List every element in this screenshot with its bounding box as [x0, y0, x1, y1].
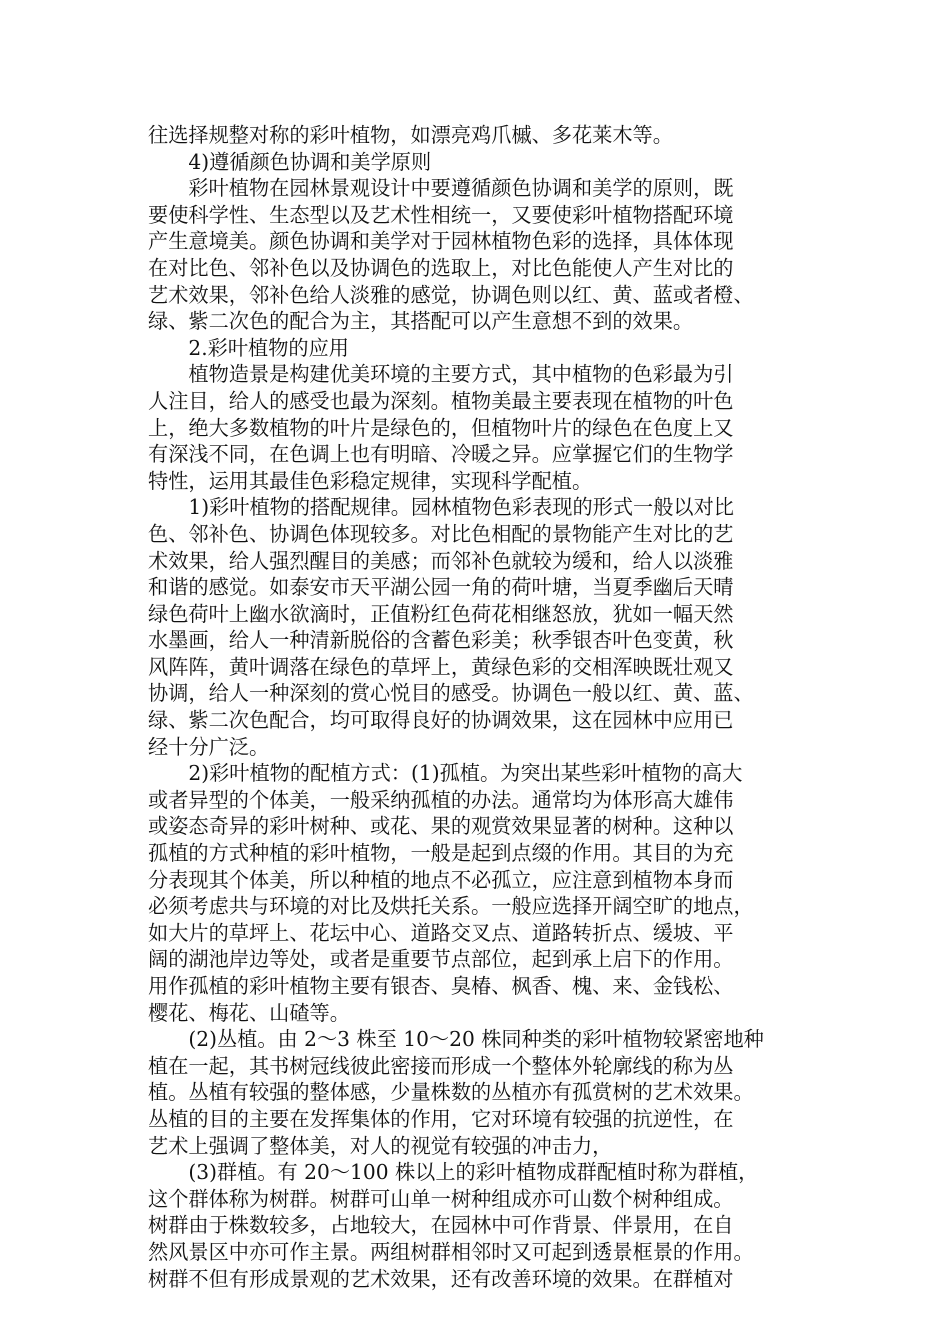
text-line: 往选择规整对称的彩叶植物，如漂亮鸡爪槭、多花莱木等。	[148, 123, 673, 147]
text-line: 水墨画，给人一种清新脱俗的含蓄色彩美；秋季银杏叶色变黄，秋	[148, 628, 734, 653]
text-line: 阔的湖池岸边等处，或者是重要节点部位，起到承上启下的作用。	[148, 947, 734, 972]
text-line: 彩叶植物在园林景观设计中要遵循颜色协调和美学的原则，既	[148, 176, 734, 201]
text-line: 人注目，给人的感受也最为深刻。植物美最主要表现在植物的叶色	[148, 388, 734, 413]
text-line: 绿色荷叶上幽水欲滴时，正值粉红色荷花相继怒放，犹如一幅天然	[148, 601, 734, 626]
text-line: 植在一起，其书树冠线彼此密接而形成一个整体外轮廓线的称为丛	[148, 1053, 734, 1078]
text-line: 2)彩叶植物的配植方式：(1)孤植。为突出某些彩叶植物的高大	[148, 761, 743, 786]
text-line: 协调，给人一种深刻的赏心悦目的感受。协调色一般以红、黄、蓝、	[148, 681, 754, 706]
text-line: 和谐的感觉。如泰安市天平湖公园一角的荷叶塘，当夏季幽后天晴	[148, 575, 734, 600]
text-line: 植物造景是构建优美环境的主要方式，其中植物的色彩最为引	[148, 362, 734, 387]
text-line: 上，绝大多数植物的叶片是绿色的，但植物叶片的绿色在色度上又	[148, 415, 734, 440]
text-line: 术效果，给人强烈醒目的美感；而邻补色就较为缓和，给人以淡雅	[148, 548, 734, 573]
text-line: 植。丛植有较强的整体感，少量株数的丛植亦有孤赏树的艺术效果。	[148, 1080, 754, 1105]
text-line: 分表现其个体美，所以种植的地点不必孤立，应注意到植物本身而	[148, 867, 734, 892]
text-line: 樱花、梅花、山碴等。	[148, 1000, 350, 1025]
text-line: 艺术上强调了整体美，对人的视觉有较强的冲击力，	[148, 1133, 613, 1158]
text-line: 绿、紫二次色配合，均可取得良好的协调效果，这在园林中应用已	[148, 708, 734, 733]
text-line: (2)丛植。由 2～3 株至 10～20 株同种类的彩叶植物较紧密地种	[148, 1027, 764, 1052]
text-line: 然风景区中亦可作主景。两组树群相邻时又可起到透景框景的作用。	[148, 1239, 754, 1264]
text-line: 艺术效果，邻补色给人淡雅的感觉，协调色则以红、黄、蓝或者橙、	[148, 282, 754, 307]
text-line: 绿、紫二次色的配合为主，其搭配可以产生意想不到的效果。	[148, 309, 694, 334]
text-line: 如大片的草坪上、花坛中心、道路交叉点、道路转折点、缓坡、平	[148, 920, 734, 945]
text-line: 要使科学性、生态型以及艺术性相统一，又要使彩叶植物搭配环境	[148, 202, 734, 227]
text-line: 特性，运用其最佳色彩稳定规律，实现科学配植。	[148, 468, 593, 493]
text-line: 有深浅不同，在色调上也有明暗、冷暖之异。应掌握它们的生物学	[148, 442, 734, 467]
text-line: 1)彩叶植物的搭配规律。园林植物色彩表现的形式一般以对比	[148, 495, 734, 520]
text-line: 丛植的目的主要在发挥集体的作用，它对环境有较强的抗逆性，在	[148, 1106, 734, 1131]
text-line: 4)遵循颜色协调和美学原则	[148, 149, 432, 174]
text-line: 色、邻补色、协调色体现较多。对比色相配的景物能产生对比的艺	[148, 521, 734, 546]
text-line: 2.彩叶植物的应用	[148, 335, 349, 360]
text-line: 或者异型的个体美，一般采纳孤植的办法。通常均为体形高大雄伟	[148, 787, 734, 812]
text-line: 产生意境美。颜色协调和美学对于园林植物色彩的选择，具体体现	[148, 229, 734, 254]
text-line: 孤植的方式种植的彩叶植物，一般是起到点缀的作用。其目的为充	[148, 841, 734, 866]
text-line: 风阵阵，黄叶调落在绿色的草坪上，黄绿色彩的交相浑映既壮观又	[148, 654, 734, 679]
text-line: 树群不但有形成景观的艺术效果，还有改善环境的效果。在群植对	[148, 1266, 734, 1291]
text-line: 树群由于株数较多，占地较大，在园林中可作背景、伴景用，在自	[148, 1213, 734, 1238]
text-line: 在对比色、邻补色以及协调色的选取上，对比色能使人产生对比的	[148, 255, 734, 280]
text-line: 用作孤植的彩叶植物主要有银杏、臭椿、枫香、槐、来、金钱松、	[148, 974, 734, 998]
text-line: (3)群植。有 20～100 株以上的彩叶植物成群配植时称为群植，	[148, 1160, 759, 1185]
text-line: 或姿态奇异的彩叶树种、或花、果的观赏效果显著的树种。这种以	[148, 814, 734, 839]
text-line: 必须考虑共与环境的对比及烘托关系。一般应选择开阔空旷的地点，	[148, 894, 754, 919]
text-line: 这个群体称为树群。树群可山单一树种组成亦可山数个树种组成。	[148, 1186, 734, 1211]
document-body	[148, 122, 796, 1292]
text-line: 经十分广泛。	[148, 734, 270, 759]
